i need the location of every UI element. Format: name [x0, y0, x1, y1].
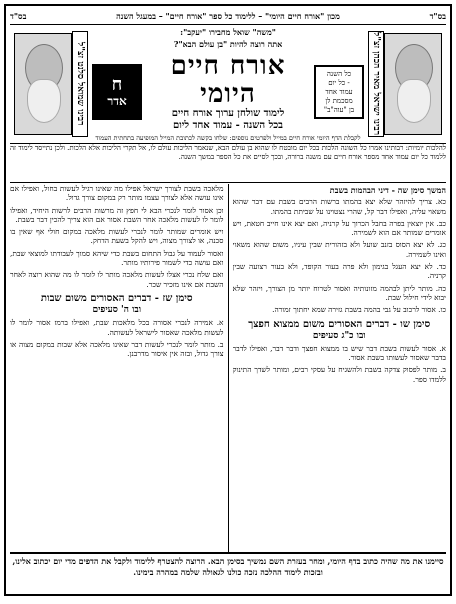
- halacha-paragraph: וכן אסור לומר לנכרי הבא לי חפץ זה מרשות הרבים לרשות היחיד, ואפילו לומר לו לעשות מלאכה אחר השבת אסור אם הוא צריך להכין דבר בשבת.: [10, 205, 224, 224]
- left-column: [10, 184, 229, 554]
- halacha-paragraph: כה. מותר ליתן לבהמה מזונותיה ואסור לטרוח יותר מן הצורך, ויזהר שלא יבוא לידי חילול שבת.: [232, 283, 446, 302]
- tagline: "משה" שואל מחבירו "יעקב":: [180, 27, 276, 37]
- siman-subtitle: ובו ה' סעיפים: [92, 304, 142, 315]
- siman-title: סימן שו - דברים האסורים משום ממצוא חפצך: [248, 318, 431, 330]
- top-bsd-left: בס"ד: [10, 11, 27, 21]
- halacha-paragraph: ויש אומרים שמותר לומר לנכרי לעשות מלאכה במקום חולי אף שאין בו סכנה, או לצורך מצוה, ויש להקל בשעת הדחק.: [10, 227, 224, 246]
- daily-page: [4, 4, 452, 596]
- top-bsd-right: בס"ד: [429, 11, 446, 21]
- halacha-paragraph: ואסור לעמוד על גבול התחום בשבת כדי שיהא סמוך לעבודתו למוצאי שבת, ואם עושה כדי לשמור פירותיו מותר.: [10, 248, 224, 268]
- text-columns: [10, 184, 446, 554]
- halacha-paragraph: כג. לא יצא הסוס בזנב שועל ולא בזהורית שבין עיניו, משום שהוא משאוי ואינו לשמירה.: [232, 240, 446, 259]
- siman-title: סימן שז - דברים האסורים משום שבות: [40, 292, 193, 304]
- right-column: [233, 184, 447, 554]
- top-bar: [10, 8, 446, 24]
- footer-note: סיימנו את מה שהיה כתוב בדף היומי, ומחר בעזרת השם נמשיך בסימן הבא. הרוצה להצטרף ללימוד ולקבל את הדפים מדי יום יכתוב אלינו, ובזכות לימוד ההלכה נזכה כולנו לגאולה שלמה במהרה בימינו.: [10, 552, 446, 592]
- page-subtitle-2: בכל השנה - עמוד אחד ליום: [173, 120, 283, 131]
- halacha-paragraph: ואם שלח נכרי אצלו לעשות מלאכה מותר לו לומר לו מה שהוא רוצה לאחר השבת אם אינו מזכיר שכר.: [10, 270, 224, 289]
- page-title: אורח חיים היומי: [170, 51, 286, 109]
- halacha-paragraph: כא. צריך להיזהר שלא יצא בהמתו ברשות הרבים בשבת עם דבר שהוא משאוי עליה, ואפילו דבר קל, שהרי נצטוינו על שביתת בהמתו.: [232, 197, 446, 216]
- halacha-paragraph: כב. אין יוצאין בפרה בחבל הכרוך על קרניה, ואם יצא אינו חייב חטאת, ויש אומרים שמותר אם הוא לשמירה.: [232, 218, 446, 238]
- rabbi-portrait-left: [14, 33, 72, 135]
- halacha-paragraph: א. אמירה לנכרי אסורה בכל מלאכות שבת, ואפילו ברמז אסור לומר לו לעשות מלאכה שאסור לישראל לעשותה.: [10, 318, 224, 337]
- schedule-line: כל השנה: [326, 69, 352, 78]
- rabbi-portrait-right: [384, 33, 442, 135]
- schedule-line: בן "עוה"ב": [323, 105, 355, 114]
- schedule-line: - כל יום: [328, 78, 350, 87]
- header: [10, 24, 446, 144]
- halacha-paragraph: א. אסור לעשות בשבת דבר שיש בו ממצוא חפצך ודבר דבר, ואפילו לדבר בדבר שאסור לעשותו בשבת אסור.: [232, 343, 446, 363]
- header-center: [92, 25, 364, 143]
- schedule-line: עמוד אחד: [325, 87, 353, 96]
- halacha-paragraph: ב. מותר לומר לנכרי לעשות דבר שאינו מלאכה אלא שבות במקום מצוה או צורך גדול, ובזה אין איסור מדרבנן.: [10, 339, 224, 359]
- institute-banner: מכון "אורח חיים היומי" – ללימוד כל ספר "אורח חיים" – במעגל השנה: [116, 11, 340, 21]
- page-subtitle: לימוד שולחן ערוך אורח חיים: [171, 108, 285, 119]
- halacha-paragraph: כו. אסור לרכוב על גבי בהמה בשבת גזירה שמא יחתוך זמורה.: [272, 305, 446, 315]
- portrait-beard: [397, 79, 431, 123]
- title-row: [92, 52, 364, 132]
- schedule-box: [314, 65, 364, 119]
- rabbi-name-right: רבינו ישראל מאיר הכהן זצ"ל: [368, 31, 384, 137]
- question-line: אתה רוצה להיות "בן עולם הבא"?: [173, 39, 283, 49]
- contact-info: לקבלת הדף היומי אורח חיים במייל ולפרטים נוספים: שלחו בקשה לכתובת המייל המופיעה בתחתית העמוד: [95, 134, 361, 142]
- date-box: [92, 64, 142, 120]
- schedule-line: מסכמת לן: [325, 96, 353, 105]
- siman-subtitle: ובו כ"ג סעיפים: [312, 330, 366, 341]
- portrait-beard: [27, 79, 61, 123]
- halacha-paragraph: כד. לא יצא העגל בגימון ולא פרה בעור הקופד, ולא בעור רצועה שבין קרניה.: [232, 262, 446, 281]
- date-day: ח: [111, 73, 123, 95]
- section-title: המשך סימן שה - דיני הבהמות בשבת: [329, 185, 446, 195]
- rabbi-name-left: רבינו שמואל סלנט זצ"ל: [72, 31, 88, 137]
- halacha-paragraph: מלאכה בשבת לצורך ישראל אפילו מה שאינו רגיל לעשות בחול, ואפילו אם אינו עושה אלא לצורך עצמו מותר רק במקום צורך גדול.: [10, 184, 224, 203]
- date-month: אדר: [107, 93, 127, 108]
- intro-paragraph: להלכות יומיות: רבותינו אמרו כל השונה הלכות בכל יום מובטח לו שהוא בן עולם הבא, שנאמר הליכות עולם לו, אל תקרי הליכות אלא הלכות. ולכן נתייסד לימוד זה ללמוד כל יום עמוד אחד מספר אורח חיים עם משנה ברורה, ובכך לסיים את כל הספר במשך השנה.: [10, 144, 446, 183]
- title-block: [142, 52, 314, 132]
- halacha-paragraph: ב. מותר לפסוק צדקה בשבת ולהשגיח על עסקי רבים, ומותר לשדך התינוק ללמדו ספר.: [232, 365, 446, 384]
